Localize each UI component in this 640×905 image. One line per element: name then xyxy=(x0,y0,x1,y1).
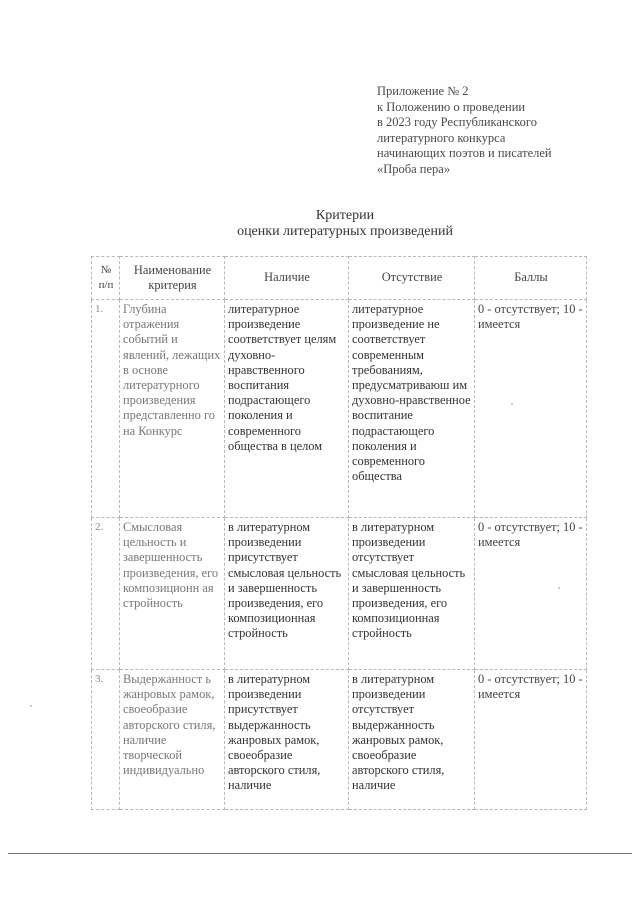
table-row xyxy=(92,670,587,810)
cell-absence: в литературном произведении отсутствует смысловая цельность и завершенность произведения, его композиционная стройность xyxy=(349,518,475,670)
cell-score: 0 - отсутствует; 10 - имеется xyxy=(475,670,587,810)
scan-speck xyxy=(30,705,32,707)
header-score: Баллы xyxy=(475,257,587,300)
annex-line: в 2023 году Республиканского xyxy=(377,115,537,130)
cell-name: Выдержанност ь жанровых рамок, своеобразие авторского стиля, наличие творческой индивидуально xyxy=(120,670,225,810)
annex-line: к Положению о проведении xyxy=(377,99,526,114)
table-header-row xyxy=(92,257,587,300)
annex-line: «Проба пера» xyxy=(377,161,451,176)
annex-line: литературного конкурса xyxy=(377,130,506,145)
cell-presence: в литературном произведении присутствует выдержанность жанровых рамок, своеобразие авторского стиля, наличие xyxy=(225,670,349,810)
annex-line: Приложение № 2 xyxy=(377,84,469,98)
header-presence: Наличие xyxy=(225,257,349,300)
heading-title: Критерии xyxy=(315,208,375,223)
header-absence: Отсутствие xyxy=(349,257,475,300)
cell-absence: в литературном произведении отсутствует выдержанность жанровых рамок, своеобразие авторского стиля, наличие xyxy=(349,670,475,810)
cell-number: 3. xyxy=(92,670,120,810)
header-name: Наименование критерия xyxy=(120,257,225,300)
cell-number: 1. xyxy=(92,300,120,518)
cell-absence: литературное произведение не соответствует современным требованиям, предусматриваюш им духовно-нравственное воспитание подрастающего поколения и современного общества xyxy=(349,300,475,518)
annex-line: начинающих поэтов и писателей xyxy=(377,146,552,161)
cell-score: 0 - отсутствует; 10 - имеется xyxy=(475,518,587,670)
criteria-heading xyxy=(200,208,490,240)
cell-score: 0 - отсутствует; 10 - имеется xyxy=(475,300,587,518)
scan-speck xyxy=(511,403,513,405)
cell-presence: в литературном произведении присутствует смысловая цельность и завершенность произведения, его композиционная стройность xyxy=(225,518,349,670)
table-row xyxy=(92,300,587,518)
header-number: № п/п xyxy=(92,257,120,300)
page-bottom-rule xyxy=(8,853,632,854)
cell-number: 2. xyxy=(92,518,120,670)
annex-block xyxy=(377,84,627,178)
cell-name: Смысловая цельность и завершенность произведения, его композиционн ая стройность xyxy=(120,518,225,670)
heading-subtitle: оценки литературных произведений xyxy=(237,224,453,239)
cell-name: Глубина отражения событий и явлений, лежащих в основе литературного произведения представленно го на Конкурс xyxy=(120,300,225,518)
table-row xyxy=(92,518,587,670)
criteria-table xyxy=(91,256,587,810)
cell-presence: литературное произведение соответствует целям духовно-нравственного воспитания подрастающего поколения и современного общества в целом xyxy=(225,300,349,518)
scan-speck xyxy=(558,587,560,589)
